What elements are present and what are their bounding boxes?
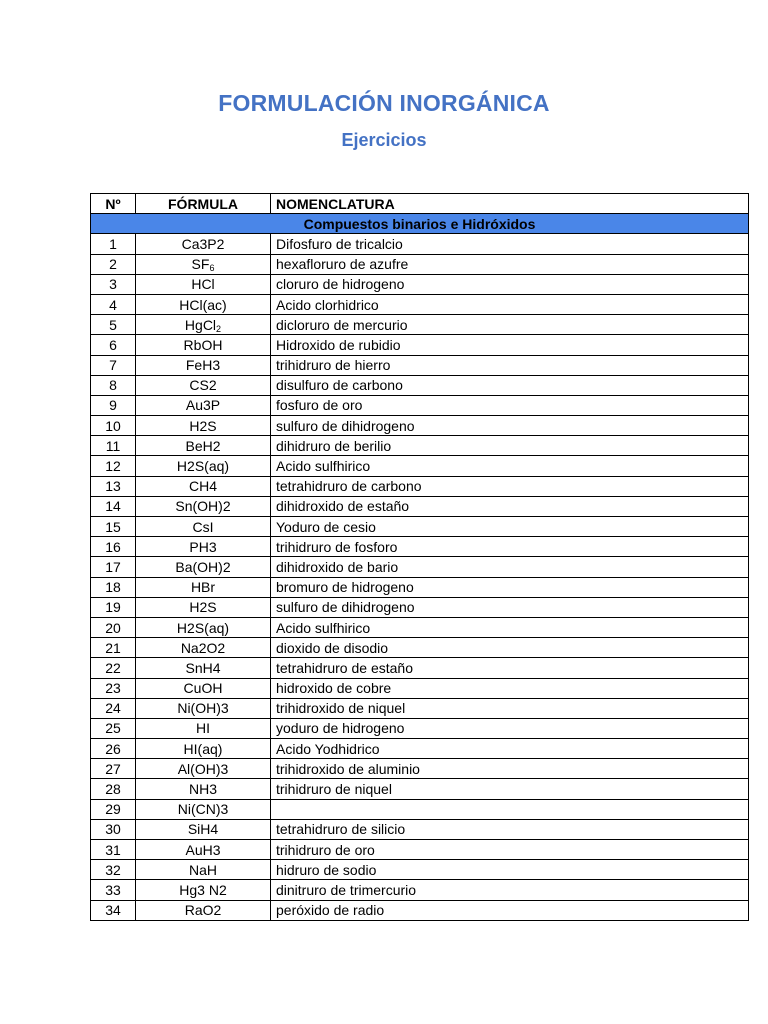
row-formula: RaO2 <box>136 900 271 920</box>
table-row <box>91 234 749 254</box>
row-number: 25 <box>91 718 136 738</box>
row-formula: HBr <box>136 577 271 597</box>
row-nomenclature: tetrahidruro de silicio <box>271 819 749 839</box>
row-nomenclature: dihidroxido de bario <box>271 557 749 577</box>
row-nomenclature: disulfuro de carbono <box>271 375 749 395</box>
table-row <box>91 678 749 698</box>
row-number: 1 <box>91 234 136 254</box>
table-row <box>91 315 749 335</box>
row-number: 30 <box>91 819 136 839</box>
row-formula: SiH4 <box>136 819 271 839</box>
document-title: FORMULACIÓN INORGÁNICA <box>218 90 550 116</box>
row-nomenclature: Acido sulfhirico <box>271 456 749 476</box>
row-nomenclature: hexafloruro de azufre <box>271 254 749 274</box>
row-formula: $SF_6$ <box>136 254 271 274</box>
row-nomenclature: dioxido de disodio <box>271 638 749 658</box>
row-number: 14 <box>91 496 136 516</box>
row-number: 32 <box>91 860 136 880</box>
table-row <box>91 274 749 294</box>
row-number: 9 <box>91 395 136 415</box>
table-row <box>91 395 749 415</box>
row-formula: AuH3 <box>136 840 271 860</box>
table-row <box>91 355 749 375</box>
row-nomenclature: peróxido de radio <box>271 900 749 920</box>
row-number: 26 <box>91 739 136 759</box>
table-row <box>91 698 749 718</box>
table-row <box>91 557 749 577</box>
row-formula: Ba(OH)2 <box>136 557 271 577</box>
header-nomenclature: NOMENCLATURA <box>271 194 749 214</box>
row-formula: Hg3 N2 <box>136 880 271 900</box>
table-row <box>91 375 749 395</box>
row-formula: HCl <box>136 274 271 294</box>
table-row <box>91 860 749 880</box>
table-row <box>91 617 749 637</box>
row-number: 5 <box>91 315 136 335</box>
table-row <box>91 537 749 557</box>
row-formula: CuOH <box>136 678 271 698</box>
row-number: 16 <box>91 537 136 557</box>
row-number: 24 <box>91 698 136 718</box>
row-formula: Al(OH)3 <box>136 759 271 779</box>
row-nomenclature: Acido clorhidrico <box>271 294 749 314</box>
row-number: 11 <box>91 436 136 456</box>
row-number: 7 <box>91 355 136 375</box>
row-formula: Sn(OH)2 <box>136 496 271 516</box>
row-nomenclature: trihidroxido de aluminio <box>271 759 749 779</box>
row-nomenclature: sulfuro de dihidrogeno <box>271 597 749 617</box>
row-formula: FeH3 <box>136 355 271 375</box>
row-number: 2 <box>91 254 136 274</box>
row-formula: H2S <box>136 416 271 436</box>
row-nomenclature: sulfuro de dihidrogeno <box>271 416 749 436</box>
table-row <box>91 496 749 516</box>
row-number: 4 <box>91 294 136 314</box>
section-title: Compuestos binarios e Hidróxidos <box>91 214 749 234</box>
row-formula: Ni(OH)3 <box>136 698 271 718</box>
row-nomenclature: tetrahidruro de carbono <box>271 476 749 496</box>
table-row <box>91 799 749 819</box>
table-row <box>91 739 749 759</box>
row-number: 6 <box>91 335 136 355</box>
row-nomenclature: yoduro de hidrogeno <box>271 718 749 738</box>
row-nomenclature: Acido sulfhirico <box>271 617 749 637</box>
table-row <box>91 416 749 436</box>
row-number: 29 <box>91 799 136 819</box>
row-nomenclature: dicloruro de mercurio <box>271 315 749 335</box>
row-nomenclature: fosfuro de oro <box>271 395 749 415</box>
row-formula: Na2O2 <box>136 638 271 658</box>
row-number: 8 <box>91 375 136 395</box>
row-number: 34 <box>91 900 136 920</box>
row-formula: H2S(aq) <box>136 617 271 637</box>
table-row <box>91 294 749 314</box>
row-nomenclature: trihidruro de fosforo <box>271 537 749 557</box>
row-number: 13 <box>91 476 136 496</box>
row-nomenclature: Hidroxido de rubidio <box>271 335 749 355</box>
table-row <box>91 819 749 839</box>
row-number: 3 <box>91 274 136 294</box>
row-number: 12 <box>91 456 136 476</box>
row-formula: HCl(ac) <box>136 294 271 314</box>
row-formula: HI(aq) <box>136 739 271 759</box>
row-formula: CH4 <box>136 476 271 496</box>
table-header-row <box>91 194 749 214</box>
row-nomenclature: Acido Yodhidrico <box>271 739 749 759</box>
header-number: Nº <box>91 194 136 214</box>
row-formula: SnH4 <box>136 658 271 678</box>
row-number: 23 <box>91 678 136 698</box>
table-row <box>91 779 749 799</box>
row-formula: NaH <box>136 860 271 880</box>
row-number: 18 <box>91 577 136 597</box>
document-subtitle: Ejercicios <box>341 130 427 150</box>
row-number: 20 <box>91 617 136 637</box>
table-row <box>91 436 749 456</box>
row-formula: HgCl$_2$ <box>136 315 271 335</box>
table-row <box>91 577 749 597</box>
row-number: 22 <box>91 658 136 678</box>
table-row <box>91 718 749 738</box>
table-row <box>91 456 749 476</box>
table-row <box>91 658 749 678</box>
table-row <box>91 476 749 496</box>
row-formula: Ca3P2 <box>136 234 271 254</box>
row-number: 15 <box>91 517 136 537</box>
row-number: 27 <box>91 759 136 779</box>
row-nomenclature: Difosfuro de tricalcio <box>271 234 749 254</box>
table-row <box>91 900 749 920</box>
row-nomenclature: dinitruro de trimercurio <box>271 880 749 900</box>
row-formula: H2S <box>136 597 271 617</box>
row-formula: BeH2 <box>136 436 271 456</box>
row-nomenclature: trihidruro de oro <box>271 840 749 860</box>
table-row <box>91 335 749 355</box>
row-formula: H2S(aq) <box>136 456 271 476</box>
row-formula: PH3 <box>136 537 271 557</box>
table-row <box>91 254 749 274</box>
section-row <box>91 214 749 234</box>
row-formula: Au3P <box>136 395 271 415</box>
table-row <box>91 517 749 537</box>
row-number: 33 <box>91 880 136 900</box>
row-number: 28 <box>91 779 136 799</box>
row-nomenclature <box>271 799 749 819</box>
row-number: 17 <box>91 557 136 577</box>
row-nomenclature: tetrahidruro de estaño <box>271 658 749 678</box>
row-nomenclature: hidruro de sodio <box>271 860 749 880</box>
row-formula: Ni(CN)3 <box>136 799 271 819</box>
row-number: 19 <box>91 597 136 617</box>
row-number: 21 <box>91 638 136 658</box>
table-row <box>91 759 749 779</box>
row-formula: CsI <box>136 517 271 537</box>
row-nomenclature: dihidroxido de estaño <box>271 496 749 516</box>
row-nomenclature: cloruro de hidrogeno <box>271 274 749 294</box>
table-row <box>91 638 749 658</box>
row-nomenclature: bromuro de hidrogeno <box>271 577 749 597</box>
table-row <box>91 880 749 900</box>
header-formula: FÓRMULA <box>136 194 271 214</box>
table-row <box>91 840 749 860</box>
row-formula: CS2 <box>136 375 271 395</box>
row-formula: HI <box>136 718 271 738</box>
row-nomenclature: trihidroxido de niquel <box>271 698 749 718</box>
row-nomenclature: Yoduro de cesio <box>271 517 749 537</box>
row-nomenclature: hidroxido de cobre <box>271 678 749 698</box>
exercises-table <box>90 193 749 921</box>
row-number: 31 <box>91 840 136 860</box>
row-formula: NH3 <box>136 779 271 799</box>
row-nomenclature: trihidruro de hierro <box>271 355 749 375</box>
row-nomenclature: dihidruro de berilio <box>271 436 749 456</box>
table-row <box>91 597 749 617</box>
row-formula: RbOH <box>136 335 271 355</box>
row-nomenclature: trihidruro de niquel <box>271 779 749 799</box>
row-number: 10 <box>91 416 136 436</box>
